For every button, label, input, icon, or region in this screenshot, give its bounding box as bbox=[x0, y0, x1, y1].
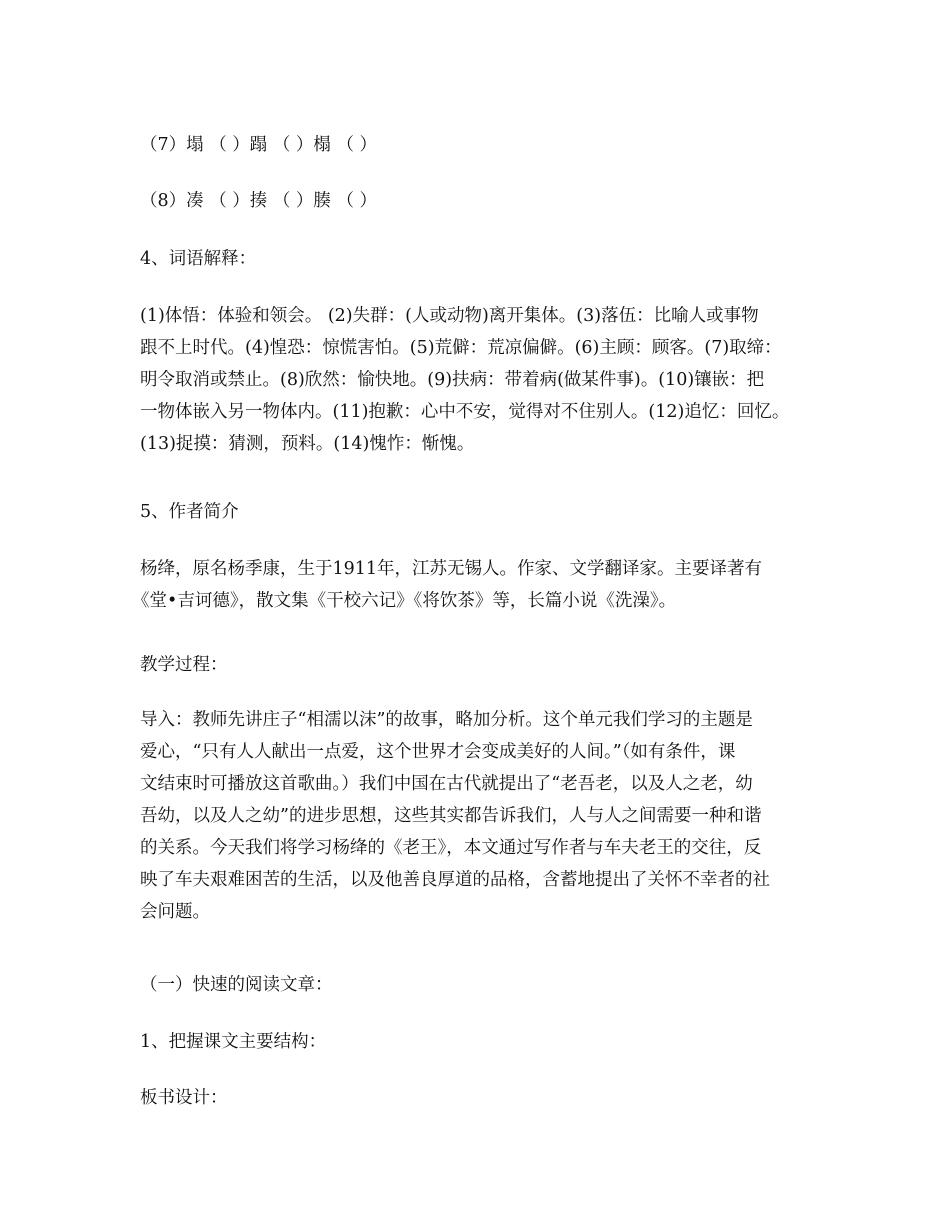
heading-vocabulary: 4、词语解释： bbox=[140, 249, 257, 269]
vocabulary-paragraph bbox=[140, 300, 824, 460]
intro-line: 映了车夫艰难困苦的生活，以及他善良厚道的品格，含蓄地提出了关怀不幸者的社 bbox=[140, 870, 770, 890]
author-paragraph bbox=[132, 553, 824, 617]
intro-line: 会问题。 bbox=[140, 902, 210, 922]
heading-teaching-process: 教学过程： bbox=[140, 655, 228, 675]
heading-board-design: 板书设计： bbox=[140, 1088, 228, 1108]
vocabulary-line: (1)体悟：体验和领会。 (2)失群：(人或动物)离开集体。(3)落伍：比喻人或事物 bbox=[140, 306, 759, 326]
author-line: 杨绛，原名杨季康，生于1911年，江苏无锡人。作家、文学翻译家。主要译著有 bbox=[140, 559, 763, 579]
intro-line: 文结束时可播放这首歌曲。）我们中国在古代就提出了“老吾老，以及人之老，幼 bbox=[140, 774, 753, 794]
intro-line: 导入：教师先讲庄子“相濡以沫”的故事，略加分析。这个单元我们学习的主题是 bbox=[140, 710, 753, 730]
vocabulary-line: 明令取消或禁止。(8)欣然：愉快地。(9)扶病：带着病(做某件事)。(10)镶嵌：把 bbox=[140, 370, 765, 390]
section-structure: 1、把握课文主要结构： bbox=[140, 1032, 327, 1052]
intro-line: 的关系。今天我们将学习杨绛的《老王》，本文通过写作者与车夫老王的交往，反 bbox=[140, 838, 762, 858]
intro-line: 吾幼，以及人之幼”的进步思想，这些其实都告诉我们，人与人之间需要一种和谐 bbox=[140, 806, 762, 826]
intro-paragraph bbox=[140, 704, 824, 928]
exercise-line-8: （8）凑 （ ）揍 （ ）腠 （ ） bbox=[140, 191, 378, 211]
vocabulary-line: 跟不上时代。(4)惶恐：惊慌害怕。(5)荒僻：荒凉偏僻。(6)主顾：顾客。(7)取缔： bbox=[140, 338, 782, 358]
heading-author: 5、作者简介 bbox=[140, 502, 239, 522]
exercise-line-7: （7）塌 （ ）蹋 （ ）榻 （ ） bbox=[140, 135, 378, 155]
vocabulary-line: 一物体嵌入另一物体内。(11)抱歉：心中不安，觉得对不住别人。(12)追忆：回忆。 bbox=[140, 402, 790, 422]
vocabulary-line: (13)捉摸：猜测，预料。(14)愧怍：惭愧。 bbox=[140, 434, 475, 454]
intro-line: 爱心，“只有人人献出一点爱，这个世界才会变成美好的人间。”（如有条件，课 bbox=[140, 742, 736, 762]
section-quick-reading: （一）快速的阅读文章： bbox=[140, 975, 333, 995]
author-line: 《堂•吉诃德》，散文集《干校六记》《将饮茶》等，长篇小说《洗澡》。 bbox=[132, 591, 677, 611]
